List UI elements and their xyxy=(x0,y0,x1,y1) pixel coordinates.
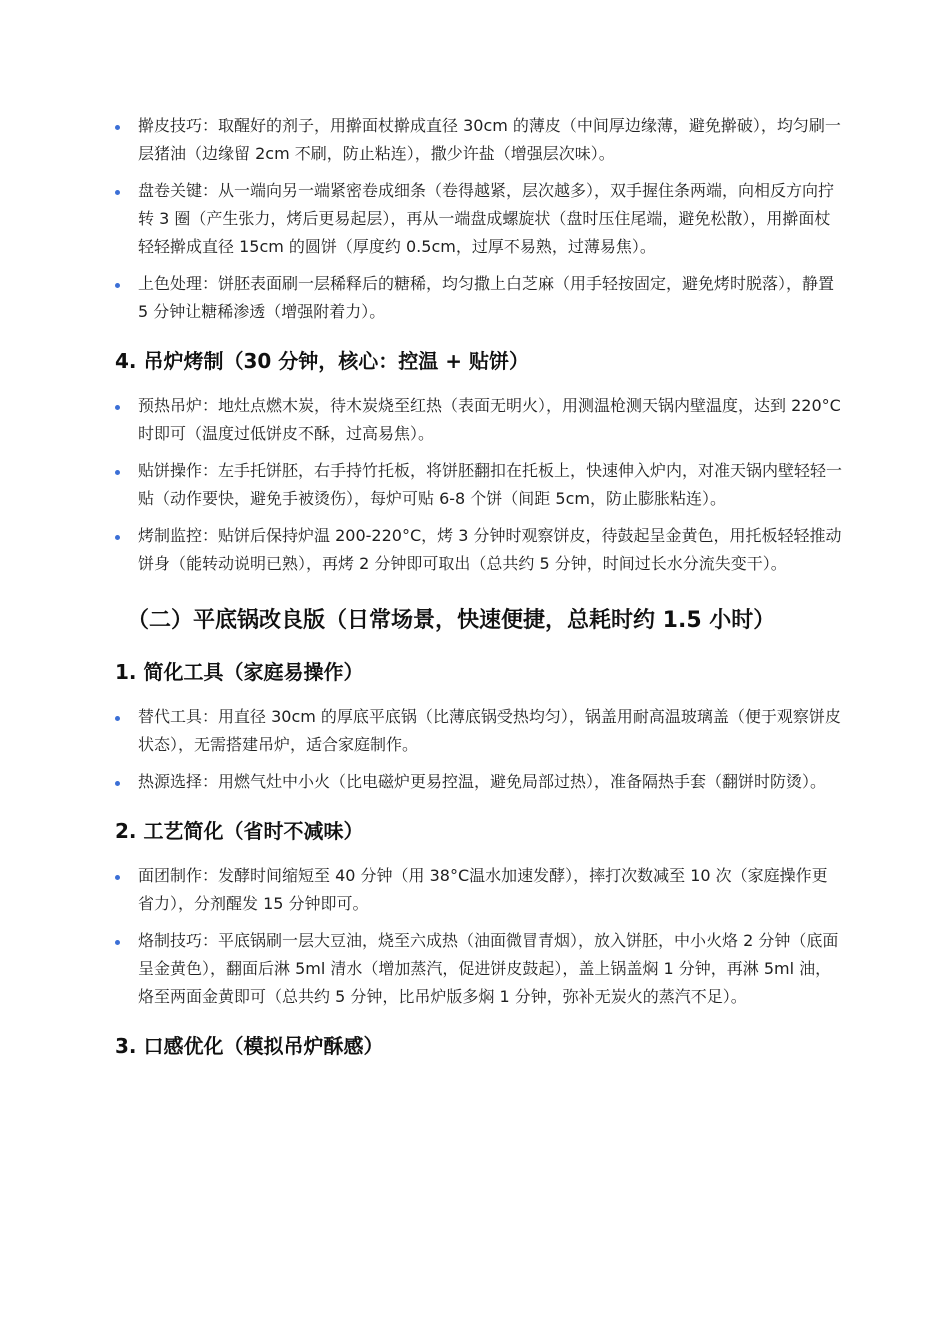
list-item-text: 面团制作：发酵时间缩短至 40 分钟（用 38°C温水加速发酵），摔打次数减至 10 次（家庭操作更省力），分剂醒发 15 分钟即可。 xyxy=(138,866,828,913)
list-item xyxy=(115,392,842,448)
list-item-text: 擀皮技巧：取醒好的剂子，用擀面杖擀成直径 30cm 的薄皮（中间厚边缘薄，避免擀破），均匀刷一层猪油（边缘留 2cm 不刷，防止粘连），撒少许盐（增强层次味）。 xyxy=(138,116,841,163)
list-item xyxy=(115,177,842,261)
list-item-text: 上色处理：饼胚表面刷一层稀释后的糖稀，均匀撒上白芝麻（用手轻按固定，避免烤时脱落），静置 5 分钟让糖稀渗透（增强附着力）。 xyxy=(138,274,835,321)
list-item-text: 盘卷关键：从一端向另一端紧密卷成细条（卷得越紧，层次越多），双手握住条两端，向相反方向拧转 3 圈（产生张力，烤后更易起层），再从一端盘成螺旋状（盘时压住尾端，避免松散），用擀面杖轻轻擀成直径 15cm 的圆饼（厚度约 0.5cm，过厚不易熟，过薄易焦）。 xyxy=(138,181,835,256)
bullet-dot-icon xyxy=(115,125,120,130)
list-item xyxy=(115,270,842,326)
list-item-text: 贴饼操作：左手托饼胚，右手持竹托板，将饼胚翻扣在托板上，快速伸入炉内，对准天锅内壁轻轻一贴（动作要快，避免手被烫伤），每炉可贴 6-8 个饼（间距 5cm，防止膨胀粘连）。 xyxy=(138,461,843,508)
bullet-dot-icon xyxy=(115,781,120,786)
list-item-text: 热源选择：用燃气灶中小火（比电磁炉更易控温，避免局部过热），准备隔热手套（翻饼时防烫）。 xyxy=(138,772,827,791)
step3-heading: 3. 口感优化（模拟吊炉酥感） xyxy=(115,1034,384,1058)
bullet-dot-icon xyxy=(115,283,120,288)
bullet-dot-icon xyxy=(115,405,120,410)
list-item-text: 烙制技巧：平底锅刷一层大豆油，烧至六成热（油面微冒青烟），放入饼胚，中小火烙 2 分钟（底面呈金黄色），翻面后淋 5ml 清水（增加蒸汽，促进饼皮鼓起），盖上锅盖焖 1 分钟，再淋 5ml 油，烙至两面金黄即可（总共约 5 分钟，比吊炉版多焖 1 分钟，弥补无炭火的蒸汽不足）。 xyxy=(138,931,839,1006)
bullet-list-step1 xyxy=(115,703,842,796)
step2-heading: 2. 工艺简化（省时不减味） xyxy=(115,819,364,843)
bullet-list-top xyxy=(115,112,842,326)
step1-heading: 1. 简化工具（家庭易操作） xyxy=(115,660,364,684)
list-item xyxy=(115,768,842,796)
bullet-dot-icon xyxy=(115,875,120,880)
list-item xyxy=(115,927,842,1011)
list-item-text: 替代工具：用直径 30cm 的厚底平底锅（比薄底锅受热均匀），锅盖用耐高温玻璃盖（便于观察饼皮状态），无需搭建吊炉，适合家庭制作。 xyxy=(138,707,841,754)
list-item xyxy=(115,457,842,513)
bullet-dot-icon xyxy=(115,190,120,195)
bullet-dot-icon xyxy=(115,470,120,475)
bullet-dot-icon xyxy=(115,940,120,945)
list-item-text: 预热吊炉：地灶点燃木炭，待木炭烧至红热（表面无明火），用测温枪测天锅内壁温度，达到 220°C时即可（温度过低饼皮不酥，过高易焦）。 xyxy=(138,396,841,443)
list-item xyxy=(115,522,842,578)
list-item xyxy=(115,862,842,918)
bullet-list-step4 xyxy=(115,392,842,578)
list-item xyxy=(115,703,842,759)
bullet-dot-icon xyxy=(115,535,120,540)
bullet-list-step2 xyxy=(115,862,842,1011)
step4-heading: 4. 吊炉烤制（30 分钟，核心：控温 + 贴饼） xyxy=(115,349,529,373)
bullet-dot-icon xyxy=(115,716,120,721)
list-item xyxy=(115,112,842,168)
section-heading: （二）平底锅改良版（日常场景，快速便捷，总耗时约 1.5 小时） xyxy=(127,608,776,633)
list-item-text: 烤制监控：贴饼后保持炉温 200-220°C，烤 3 分钟时观察饼皮，待鼓起呈金黄色，用托板轻轻推动饼身（能转动说明已熟），再烤 2 分钟即可取出（总共约 5 分钟，时间过长水分流失变干）。 xyxy=(138,526,842,573)
